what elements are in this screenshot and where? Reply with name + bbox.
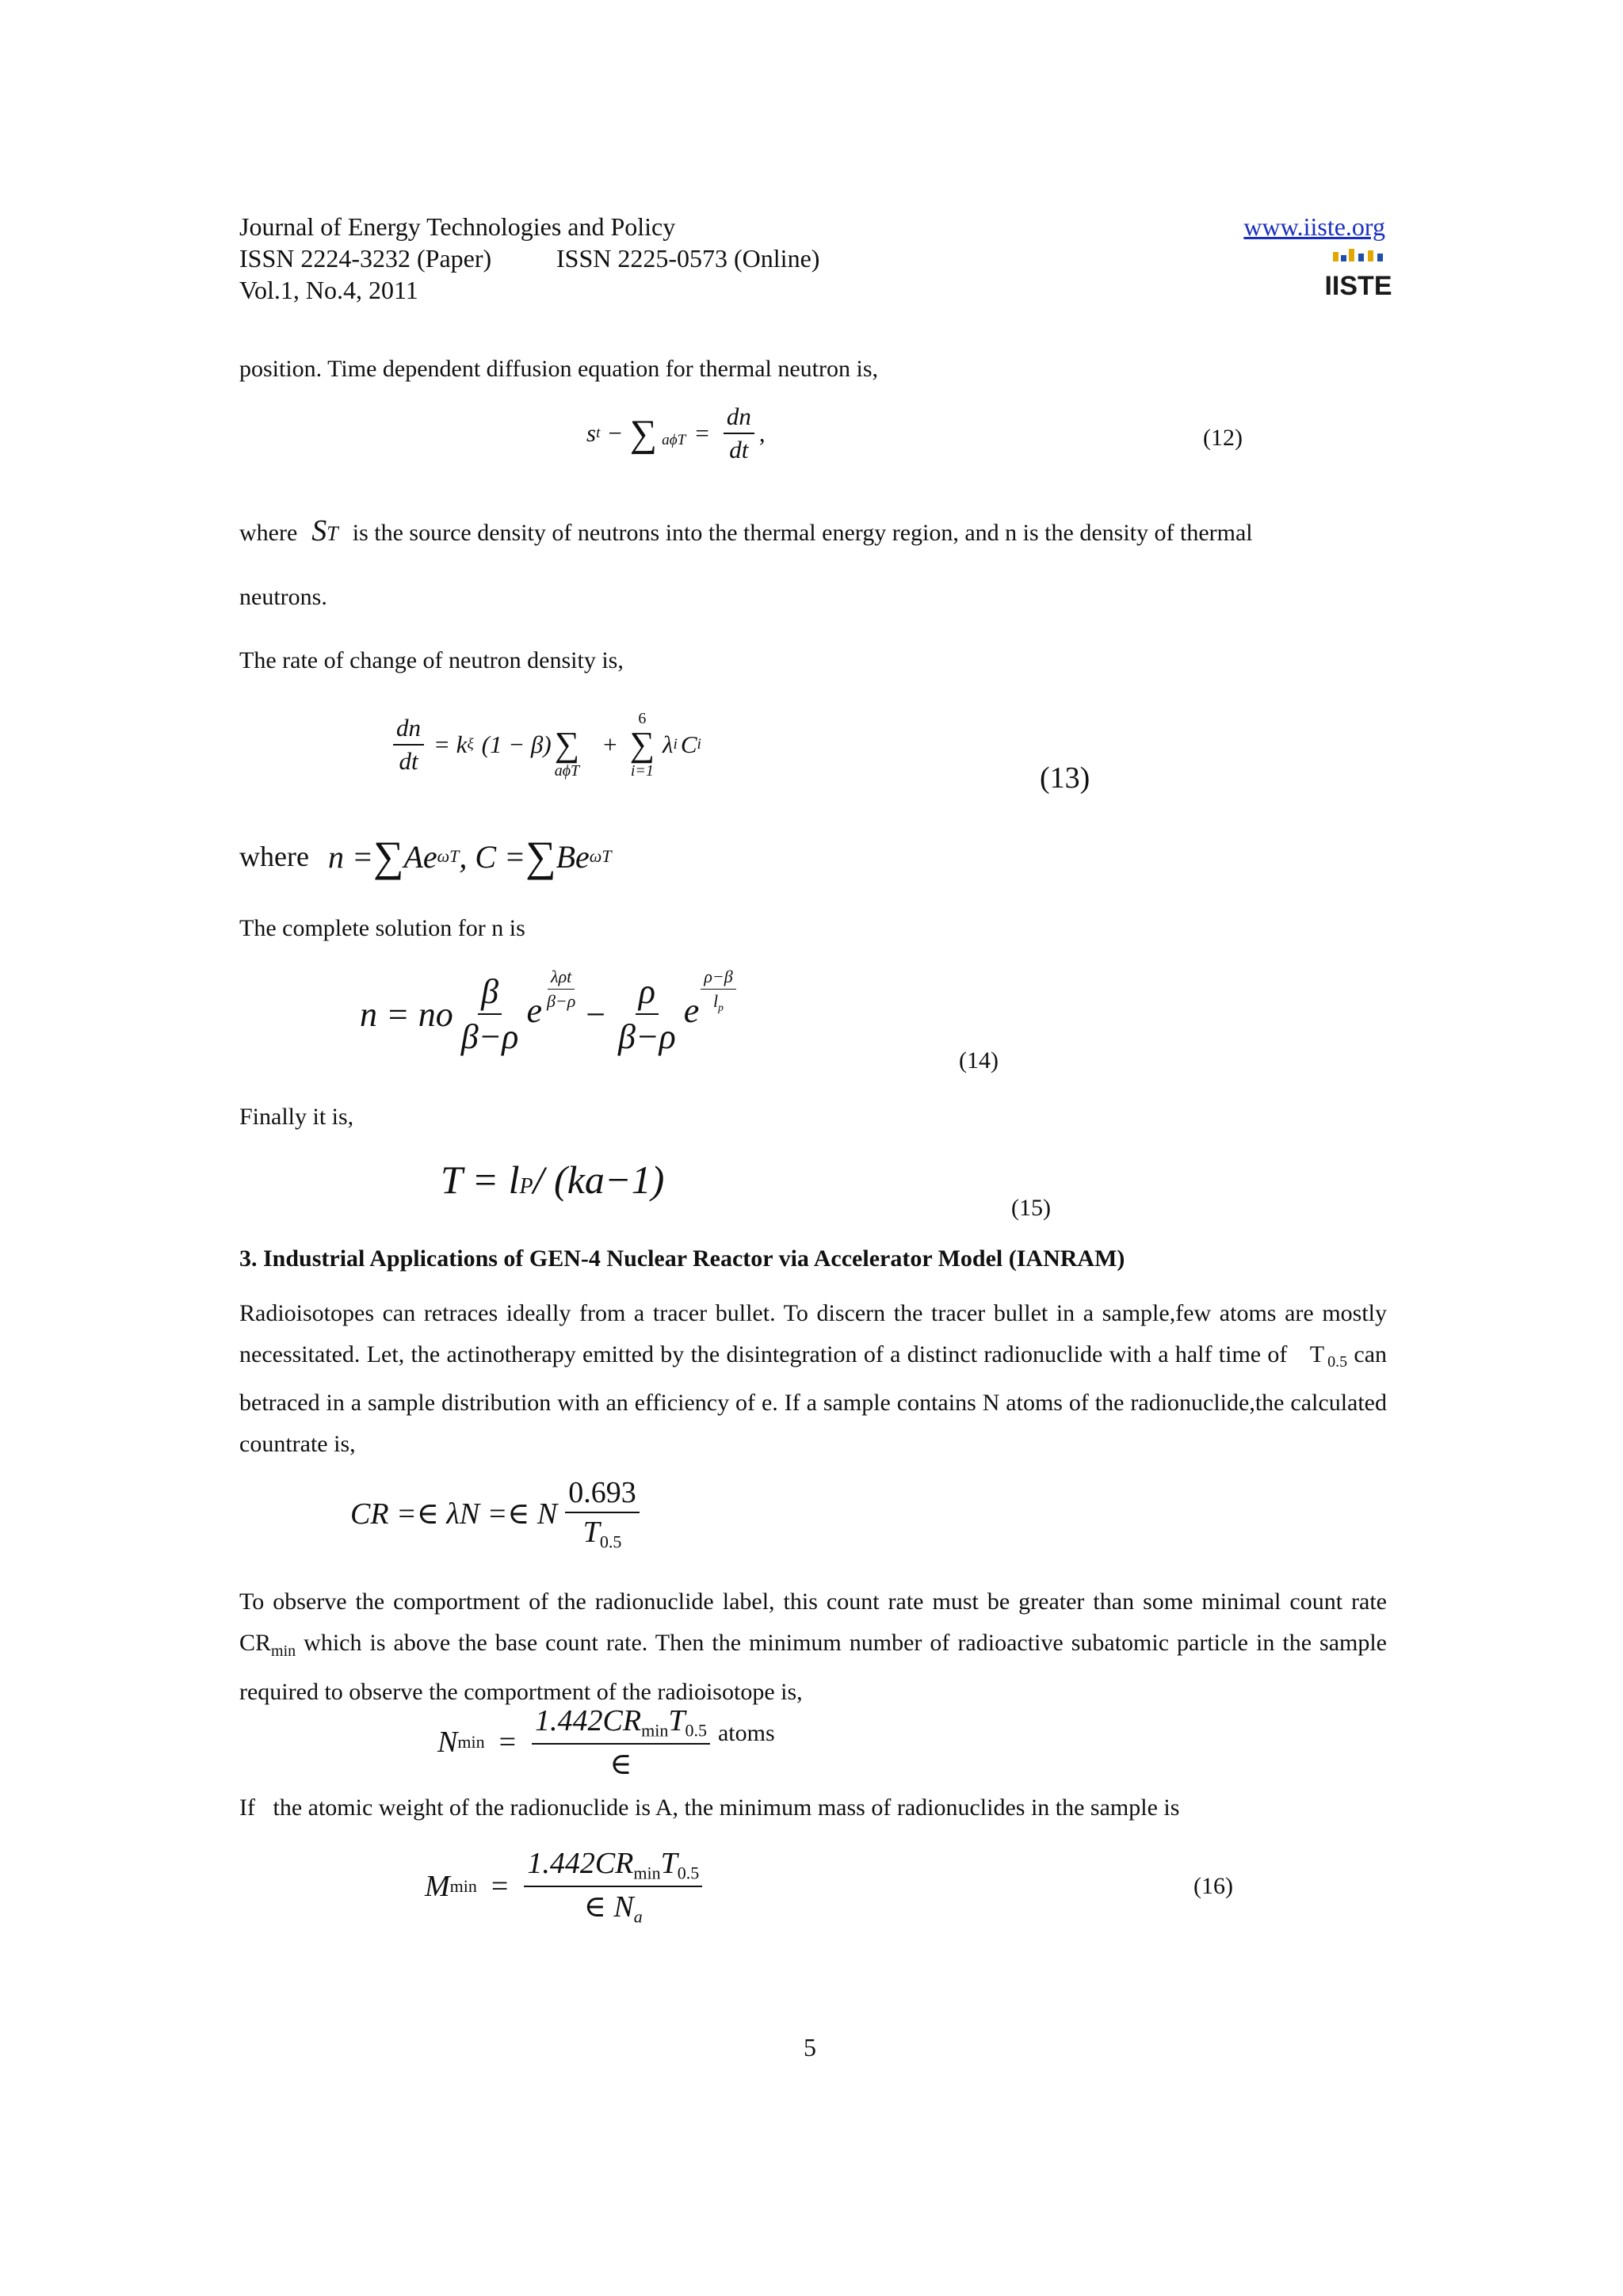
eq14-exp2-num: ρ−β: [701, 967, 735, 990]
complete-text: The complete solution for n is: [239, 915, 525, 941]
eq13-sigma-sub: aϕT: [554, 762, 580, 780]
eq14-minus: −: [583, 994, 608, 1034]
eq13-lambda-sub: i: [673, 736, 678, 753]
where2-sum2: ∑: [525, 833, 556, 880]
page-number: 5: [804, 2033, 816, 2061]
eq12-num: dn: [724, 402, 754, 434]
eq15-sub: P: [519, 1174, 533, 1199]
eq13-number: (13): [1040, 761, 1090, 795]
para2-sub: min: [271, 1642, 296, 1660]
eqN-eq: =: [498, 1726, 517, 1760]
where2-label: where: [239, 841, 309, 872]
eqN-num-b: T: [668, 1704, 685, 1737]
eq12-equals: =: [695, 419, 709, 447]
equation-15: [441, 1157, 664, 1203]
eq13-lambda: λ: [663, 730, 674, 758]
equation-nmin: [437, 1703, 775, 1782]
para2-b: which is above the base count rate. Then the minimum number of radioactive subatomic particle in the sample required to observe the comportment of the radioisotope is,: [239, 1630, 1387, 1705]
where2-exp1: ωT: [437, 846, 460, 866]
journal-title: Journal of Energy Technologies and Policy: [239, 212, 676, 241]
eq14-f1-num: β: [478, 971, 502, 1015]
eqCR-lhs: CR =∈ λN =∈ N: [350, 1497, 558, 1531]
eq13-C: C: [680, 730, 697, 758]
eqCR-num: 0.693: [565, 1475, 640, 1513]
eqN-lhs-sub: min: [457, 1732, 485, 1753]
eq13-den: dt: [399, 747, 418, 775]
eq14-exp2-den-sub: p: [718, 1001, 724, 1013]
eqN-unit: atoms: [717, 1720, 775, 1747]
para1-a: Radioisotopes can retraces ideally from a tracer bullet. To discern the tracer bullet in a sample,few atoms are mostly necessitated. Let, the actinotherapy emitted by the disintegration of a distinct radionuclide with a half time of: [239, 1300, 1387, 1367]
eqN-num-sub1: min: [641, 1720, 669, 1741]
eq16-eq: =: [491, 1870, 509, 1904]
eq16-den-sub: a: [633, 1906, 643, 1927]
where2-n: n =: [327, 838, 373, 875]
logo-text: IISTE: [1324, 271, 1392, 301]
eq12-den: dt: [729, 436, 749, 463]
where-line-1: [239, 510, 1387, 555]
eq14-e2: e: [683, 990, 700, 1030]
where2-Be: Be: [556, 838, 590, 875]
eq15-rest: / (ka−1): [533, 1158, 665, 1202]
eq13-sum-top: 6: [638, 710, 647, 727]
eq13-sum: ∑: [629, 725, 655, 764]
paragraph-2: [239, 1581, 1387, 1713]
where-line-2: [239, 832, 612, 881]
eq16-num-sub1: min: [633, 1863, 661, 1883]
para1-T: T: [1309, 1341, 1325, 1367]
eq12-sigma-sub: aϕT: [662, 432, 686, 448]
section-heading: 3. Industrial Applications of GEN-4 Nuclear Reactor via Accelerator Model (IANRAM): [239, 1245, 1125, 1272]
paragraph-1: [239, 1293, 1387, 1465]
eq13-num: dn: [393, 714, 424, 746]
equation-16: [425, 1846, 707, 1927]
eq16-num-b: T: [660, 1847, 678, 1880]
eq12-s-sub: t: [596, 425, 601, 441]
eq14-exp1-den: β−ρ: [546, 991, 576, 1011]
eq13-mid: (1 − β): [481, 730, 552, 758]
where2-Ae: Ae: [403, 838, 437, 875]
eq14-f2-den: β−ρ: [618, 1017, 676, 1056]
eq13-rhs: = k: [433, 730, 468, 758]
eq16-number: (16): [1193, 1873, 1233, 1899]
equation-countrate: [350, 1475, 644, 1553]
where1-symbol-sub: T: [327, 522, 338, 545]
iiste-logo-graphic: [1324, 247, 1392, 304]
eqN-num-a: 1.442CR: [535, 1704, 642, 1737]
eqN-den: ∈: [609, 1747, 632, 1781]
issn-paper: ISSN 2224-3232 (Paper): [239, 244, 492, 273]
equation-13: [388, 710, 701, 780]
eq15-number: (15): [1011, 1195, 1051, 1221]
position-text: position. Time dependent diffusion equation for thermal neutron is,: [239, 356, 879, 382]
para1-b: can betraced in a sample distribution with an efficiency of e. If a sample contains N atoms of the radionuclide,the calculated countrate is,: [239, 1341, 1388, 1457]
volume-info: Vol.1, No.4, 2011: [239, 276, 418, 304]
equation-14: [360, 967, 738, 1057]
eq16-lhs: M: [425, 1870, 450, 1904]
eq14-f1-den: β−ρ: [460, 1017, 519, 1056]
where1-text: is the source density of neutrons into the thermal energy region, and n is the density of thermal: [352, 520, 1253, 546]
eq16-num-a: 1.442CR: [527, 1847, 634, 1880]
eq13-plus: +: [603, 730, 617, 758]
eq16-num-sub2: 0.5: [677, 1863, 700, 1883]
eqN-num-sub2: 0.5: [685, 1720, 707, 1741]
eq12-comma: ,: [758, 419, 766, 447]
eq14-e1: e: [526, 990, 542, 1030]
eq14-lhs: n = no: [360, 994, 453, 1034]
eq12-sigma: ∑: [629, 412, 658, 455]
eq13-sum-bot: i=1: [630, 762, 654, 780]
eq14-f2-num: ρ: [636, 971, 659, 1015]
eq12-number: (12): [1203, 425, 1243, 451]
para2-a: To observe the comportment of the radionuclide label, this count rate must be greater than some minimal count rate CR: [239, 1589, 1387, 1656]
eq12-minus: −: [608, 419, 622, 447]
eq16-den-a: ∈ N: [583, 1890, 634, 1924]
eq14-number: (14): [959, 1047, 999, 1074]
para1-T-sub: 0.5: [1327, 1353, 1348, 1371]
where1-symbol: S: [311, 514, 327, 547]
neutrons-text: neutrons.: [239, 584, 327, 610]
if-text: If the atomic weight of the radionuclide is A, the minimum mass of radionuclides in the sample is: [239, 1794, 1180, 1821]
eq13-C-sub: i: [697, 736, 701, 753]
eq13-sigma: ∑: [554, 725, 580, 764]
issn-online: ISSN 2225-0573 (Online): [556, 244, 820, 273]
eq12-s: s: [586, 419, 597, 447]
iiste-logo: [1324, 247, 1392, 304]
where2-exp2: ωT: [589, 846, 612, 866]
eq14-exp2-den: l: [713, 991, 719, 1011]
where2-sep: , C =: [459, 838, 526, 875]
eqCR-den-sub: 0.5: [599, 1531, 622, 1552]
eq15-T: T = l: [441, 1158, 520, 1202]
where1-label: where: [239, 520, 298, 546]
eq14-exp1-num: λρt: [548, 967, 575, 990]
eq16-lhs-sub: min: [449, 1876, 477, 1897]
equation-12: [586, 402, 766, 464]
eq13-k-sub: ξ: [467, 736, 474, 753]
eqN-lhs: N: [437, 1726, 458, 1760]
rate-text: The rate of change of neutron density is,: [239, 647, 624, 673]
website-link[interactable]: www.iiste.org: [1243, 212, 1385, 241]
eqCR-den: T: [582, 1516, 600, 1549]
where2-sum1: ∑: [372, 833, 404, 880]
finally-text: Finally it is,: [239, 1104, 354, 1130]
